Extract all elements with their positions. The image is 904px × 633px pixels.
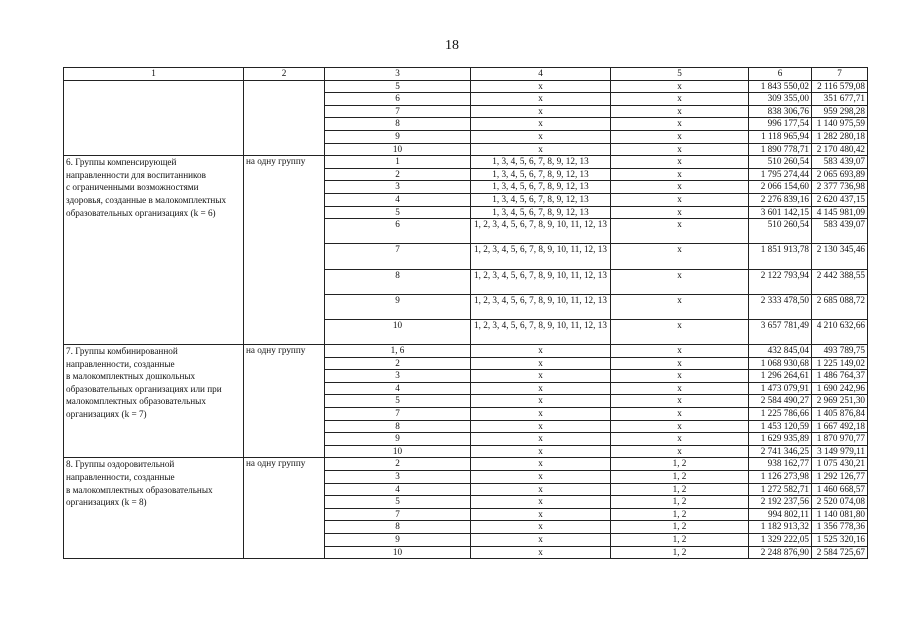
value-col6-cell: 838 306,76 <box>749 105 812 118</box>
value-col7-cell: 1 405 876,84 <box>812 408 868 421</box>
sub-group-cell: 3 <box>325 181 471 194</box>
sub-group-cell: 8 <box>325 118 471 131</box>
cost-items-cell: x <box>471 533 611 546</box>
group-name-line: 6. Группы компенсирующей <box>66 157 177 168</box>
value-col7-cell: 2 116 579,08 <box>812 80 868 93</box>
extra-cell: 1, 2 <box>611 508 749 521</box>
sub-group-cell: 1 <box>325 156 471 169</box>
sub-group-cell: 7 <box>325 408 471 421</box>
group-name-cell <box>64 345 244 458</box>
cost-items-cell: x <box>471 471 611 484</box>
unit-cell <box>244 80 325 156</box>
value-col6-cell: 1 629 935,89 <box>749 433 812 446</box>
sub-group-cell: 4 <box>325 483 471 496</box>
value-col6-cell: 3 657 781,49 <box>749 319 812 344</box>
value-col6-cell: 1 890 778,71 <box>749 143 812 156</box>
cost-items-cell: x <box>471 345 611 358</box>
cost-items-cell: x <box>471 382 611 395</box>
value-col7-cell: 1 282 280,18 <box>812 130 868 143</box>
cost-items-cell: 1, 3, 4, 5, 6, 7, 8, 9, 12, 13 <box>471 156 611 169</box>
value-col7-cell: 1 690 242,96 <box>812 382 868 395</box>
value-col7-cell: 2 130 345,46 <box>812 244 868 269</box>
extra-cell: x <box>611 269 749 294</box>
value-col7-cell: 3 149 979,11 <box>812 445 868 458</box>
extra-cell: x <box>611 445 749 458</box>
value-col6-cell: 1 296 264,61 <box>749 370 812 383</box>
sub-group-cell: 5 <box>325 206 471 219</box>
sub-group-cell: 4 <box>325 193 471 206</box>
cost-items-cell: x <box>471 546 611 559</box>
extra-cell: x <box>611 156 749 169</box>
extra-cell: x <box>611 433 749 446</box>
unit-cell: на одну группу <box>244 458 325 559</box>
group-name-line: организациях (k = 7) <box>66 409 147 420</box>
value-col7-cell: 1 225 149,02 <box>812 357 868 370</box>
cost-items-cell: x <box>471 105 611 118</box>
tariff-table <box>63 67 868 559</box>
cost-items-cell: x <box>471 118 611 131</box>
value-col6-cell: 996 177,54 <box>749 118 812 131</box>
value-col6-cell: 1 473 079,91 <box>749 382 812 395</box>
cost-items-cell: 1, 3, 4, 5, 6, 7, 8, 9, 12, 13 <box>471 168 611 181</box>
value-col7-cell: 2 065 693,89 <box>812 168 868 181</box>
sub-group-cell: 2 <box>325 357 471 370</box>
extra-cell: x <box>611 105 749 118</box>
group-name-line: направленности, созданные <box>66 358 175 369</box>
sub-group-cell: 9 <box>325 533 471 546</box>
group-name-line: малокомплектных образовательных <box>66 396 206 407</box>
extra-cell: x <box>611 408 749 421</box>
cost-items-cell: x <box>471 370 611 383</box>
unit-cell: на одну группу <box>244 156 325 345</box>
extra-cell: 1, 2 <box>611 471 749 484</box>
value-col6-cell: 3 601 142,15 <box>749 206 812 219</box>
value-col6-cell: 938 162,77 <box>749 458 812 471</box>
extra-cell: 1, 2 <box>611 533 749 546</box>
cost-items-cell: 1, 2, 3, 4, 5, 6, 7, 8, 9, 10, 11, 12, 13 <box>471 269 611 294</box>
value-col6-cell: 1 225 786,66 <box>749 408 812 421</box>
extra-cell: x <box>611 80 749 93</box>
sub-group-cell: 10 <box>325 546 471 559</box>
value-col7-cell: 2 620 437,15 <box>812 193 868 206</box>
cost-items-cell: x <box>471 483 611 496</box>
header-cell: 2 <box>244 68 325 81</box>
value-col6-cell: 432 845,04 <box>749 345 812 358</box>
extra-cell: x <box>611 93 749 106</box>
group-name-line: в малокомплектных образовательных <box>66 484 213 495</box>
value-col7-cell: 583 439,07 <box>812 156 868 169</box>
cost-items-cell: x <box>471 130 611 143</box>
header-cell: 7 <box>812 68 868 81</box>
cost-items-cell: x <box>471 408 611 421</box>
extra-cell: x <box>611 219 749 244</box>
cost-items-cell: x <box>471 496 611 509</box>
value-col6-cell: 2 584 490,27 <box>749 395 812 408</box>
extra-cell: 1, 2 <box>611 483 749 496</box>
cost-items-cell: x <box>471 521 611 534</box>
sub-group-cell: 6 <box>325 219 471 244</box>
value-col7-cell: 4 210 632,66 <box>812 319 868 344</box>
table-row <box>64 345 868 358</box>
cost-items-cell: 1, 3, 4, 5, 6, 7, 8, 9, 12, 13 <box>471 206 611 219</box>
group-name-line: образовательных организациях или при <box>66 383 222 394</box>
header-cell: 4 <box>471 68 611 81</box>
sub-group-cell: 3 <box>325 471 471 484</box>
sub-group-cell: 5 <box>325 496 471 509</box>
extra-cell: 1, 2 <box>611 521 749 534</box>
extra-cell: x <box>611 118 749 131</box>
sub-group-cell: 10 <box>325 143 471 156</box>
extra-cell: x <box>611 206 749 219</box>
sub-group-cell: 5 <box>325 395 471 408</box>
cost-items-cell: 1, 2, 3, 4, 5, 6, 7, 8, 9, 10, 11, 12, 13 <box>471 219 611 244</box>
value-col6-cell: 2 333 478,50 <box>749 294 812 319</box>
group-name-line: с ограниченными возможностями <box>66 182 199 193</box>
cost-items-cell: 1, 2, 3, 4, 5, 6, 7, 8, 9, 10, 11, 12, 13 <box>471 319 611 344</box>
cost-items-cell: 1, 2, 3, 4, 5, 6, 7, 8, 9, 10, 11, 12, 13 <box>471 294 611 319</box>
value-col6-cell: 2 276 839,16 <box>749 193 812 206</box>
extra-cell: x <box>611 193 749 206</box>
group-name-line: 8. Группы оздоровительной <box>66 459 175 470</box>
header-cell: 1 <box>64 68 244 81</box>
group-name-line: организациях (k = 8) <box>66 497 147 508</box>
value-col7-cell: 351 677,71 <box>812 93 868 106</box>
extra-cell: x <box>611 420 749 433</box>
extra-cell: x <box>611 357 749 370</box>
extra-cell: 1, 2 <box>611 496 749 509</box>
sub-group-cell: 5 <box>325 80 471 93</box>
value-col6-cell: 1 272 582,71 <box>749 483 812 496</box>
cost-items-cell: x <box>471 433 611 446</box>
value-col7-cell: 2 442 388,55 <box>812 269 868 294</box>
extra-cell: x <box>611 168 749 181</box>
group-name-cell <box>64 156 244 345</box>
value-col7-cell: 1 460 668,57 <box>812 483 868 496</box>
value-col6-cell: 510 260,54 <box>749 219 812 244</box>
value-col6-cell: 994 802,11 <box>749 508 812 521</box>
value-col7-cell: 1 486 764,37 <box>812 370 868 383</box>
extra-cell: x <box>611 244 749 269</box>
value-col7-cell: 1 292 126,77 <box>812 471 868 484</box>
sub-group-cell: 3 <box>325 370 471 383</box>
value-col7-cell: 959 298,28 <box>812 105 868 118</box>
cost-items-cell: x <box>471 445 611 458</box>
extra-cell: x <box>611 294 749 319</box>
sub-group-cell: 10 <box>325 445 471 458</box>
group-name-line: образовательных организациях (k = 6) <box>66 207 216 218</box>
extra-cell: x <box>611 382 749 395</box>
extra-cell: x <box>611 370 749 383</box>
sub-group-cell: 1, 6 <box>325 345 471 358</box>
value-col7-cell: 1 140 081,80 <box>812 508 868 521</box>
group-name-cell <box>64 80 244 156</box>
header-cell: 6 <box>749 68 812 81</box>
extra-cell: x <box>611 319 749 344</box>
group-name-line: в малокомплектных дошкольных <box>66 371 196 382</box>
sub-group-cell: 4 <box>325 382 471 395</box>
value-col6-cell: 1 068 930,68 <box>749 357 812 370</box>
value-col7-cell: 2 520 074,08 <box>812 496 868 509</box>
page-number: 18 <box>445 38 459 53</box>
sub-group-cell: 9 <box>325 130 471 143</box>
value-col6-cell: 1 126 273,98 <box>749 471 812 484</box>
cost-items-cell: 1, 2, 3, 4, 5, 6, 7, 8, 9, 10, 11, 12, 13 <box>471 244 611 269</box>
unit-cell: на одну группу <box>244 345 325 458</box>
value-col7-cell: 2 377 736,98 <box>812 181 868 194</box>
group-name-line: направленности, созданные <box>66 472 175 482</box>
value-col6-cell: 1 118 965,94 <box>749 130 812 143</box>
sub-group-cell: 8 <box>325 420 471 433</box>
value-col7-cell: 1 140 975,59 <box>812 118 868 131</box>
value-col7-cell: 583 439,07 <box>812 219 868 244</box>
value-col7-cell: 1 870 970,77 <box>812 433 868 446</box>
value-col6-cell: 2 248 876,90 <box>749 546 812 559</box>
cost-items-cell: x <box>471 143 611 156</box>
extra-cell: x <box>611 395 749 408</box>
sub-group-cell: 7 <box>325 508 471 521</box>
table-row <box>64 80 868 93</box>
header-row <box>64 68 868 81</box>
sub-group-cell: 2 <box>325 458 471 471</box>
value-col7-cell: 2 969 251,30 <box>812 395 868 408</box>
group-name-cell <box>64 458 244 559</box>
value-col7-cell: 493 789,75 <box>812 345 868 358</box>
value-col7-cell: 1 667 492,18 <box>812 420 868 433</box>
value-col6-cell: 309 355,00 <box>749 93 812 106</box>
value-col7-cell: 1 356 778,36 <box>812 521 868 534</box>
value-col6-cell: 510 260,54 <box>749 156 812 169</box>
extra-cell: 1, 2 <box>611 458 749 471</box>
sub-group-cell: 7 <box>325 105 471 118</box>
sub-group-cell: 9 <box>325 433 471 446</box>
sub-group-cell: 8 <box>325 269 471 294</box>
sub-group-cell: 9 <box>325 294 471 319</box>
table-row <box>64 156 868 169</box>
value-col6-cell: 2 741 346,25 <box>749 445 812 458</box>
value-col6-cell: 2 066 154,60 <box>749 181 812 194</box>
cost-items-cell: x <box>471 93 611 106</box>
group-name-line: здоровья, созданные в малокомплектных <box>66 194 227 205</box>
cost-items-cell: x <box>471 420 611 433</box>
extra-cell: x <box>611 130 749 143</box>
cost-items-cell: x <box>471 80 611 93</box>
extra-cell: x <box>611 143 749 156</box>
header-cell: 3 <box>325 68 471 81</box>
cost-items-cell: 1, 3, 4, 5, 6, 7, 8, 9, 12, 13 <box>471 181 611 194</box>
sub-group-cell: 6 <box>325 93 471 106</box>
sub-group-cell: 2 <box>325 168 471 181</box>
sub-group-cell: 10 <box>325 319 471 344</box>
value-col7-cell: 2 170 480,42 <box>812 143 868 156</box>
extra-cell: x <box>611 181 749 194</box>
header-cell: 5 <box>611 68 749 81</box>
cost-items-cell: x <box>471 357 611 370</box>
sub-group-cell: 8 <box>325 521 471 534</box>
extra-cell: x <box>611 345 749 358</box>
value-col6-cell: 2 192 237,56 <box>749 496 812 509</box>
value-col6-cell: 1 795 274,44 <box>749 168 812 181</box>
cost-items-cell: 1, 3, 4, 5, 6, 7, 8, 9, 12, 13 <box>471 193 611 206</box>
group-name-line: направленности для воспитанников <box>66 169 206 180</box>
extra-cell: 1, 2 <box>611 546 749 559</box>
value-col7-cell: 4 145 981,09 <box>812 206 868 219</box>
value-col6-cell: 1 329 222,05 <box>749 533 812 546</box>
value-col6-cell: 2 122 793,94 <box>749 269 812 294</box>
value-col7-cell: 2 685 088,72 <box>812 294 868 319</box>
cost-items-cell: x <box>471 395 611 408</box>
cost-items-cell: x <box>471 458 611 471</box>
group-name-line: 7. Группы комбинированной <box>66 346 178 357</box>
value-col7-cell: 1 525 320,16 <box>812 533 868 546</box>
value-col6-cell: 1 453 120,59 <box>749 420 812 433</box>
value-col6-cell: 1 851 913,78 <box>749 244 812 269</box>
cost-items-cell: x <box>471 508 611 521</box>
value-col6-cell: 1 843 550,02 <box>749 80 812 93</box>
value-col6-cell: 1 182 913,32 <box>749 521 812 534</box>
sub-group-cell: 7 <box>325 244 471 269</box>
value-col7-cell: 2 584 725,67 <box>812 546 868 559</box>
value-col7-cell: 1 075 430,21 <box>812 458 868 471</box>
table-row <box>64 458 868 471</box>
